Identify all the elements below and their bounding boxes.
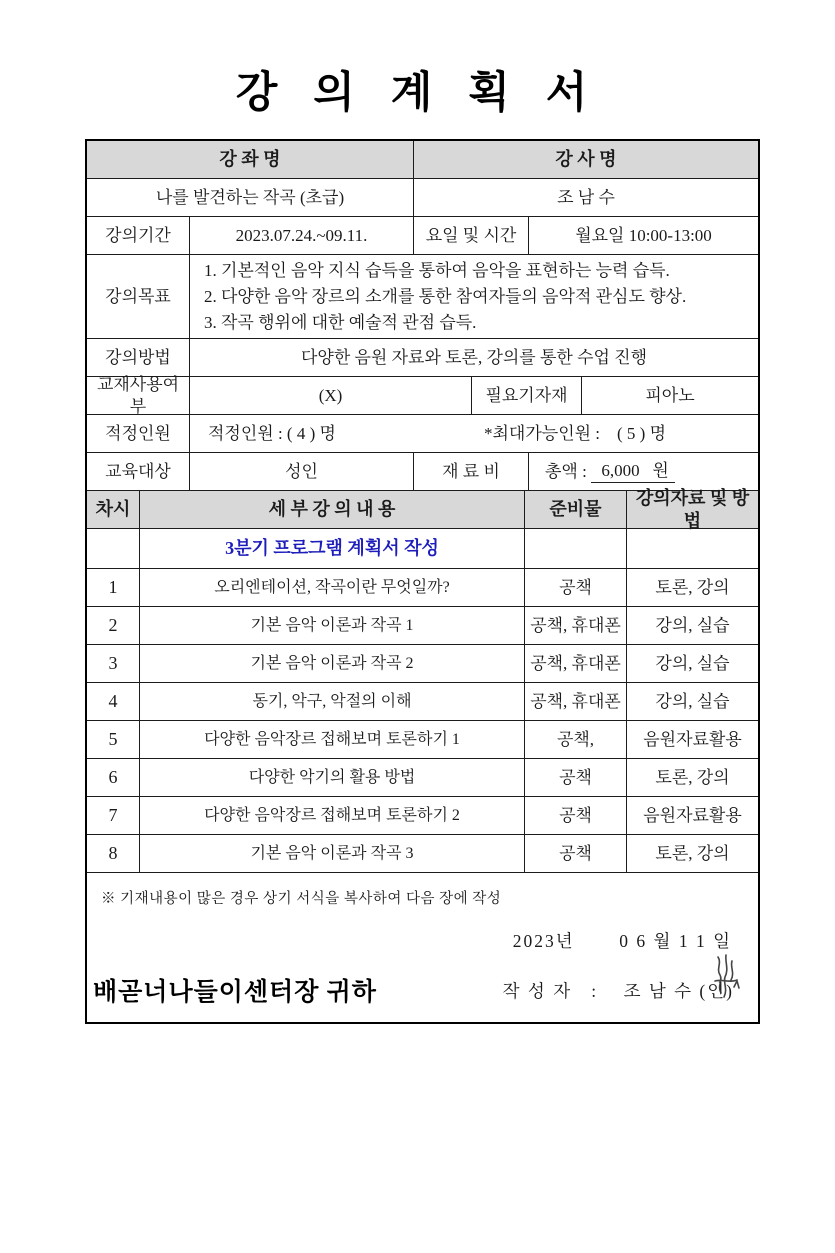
session-content: 오리엔테이션, 작곡이란 무엇일까? — [140, 569, 525, 606]
session-method: 강의, 실습 — [655, 653, 730, 673]
schedule-row — [87, 721, 758, 759]
textbook-value: (X) — [190, 377, 472, 414]
page-title: 강 의 계 획 서 — [235, 69, 600, 117]
schedule-row — [87, 569, 758, 607]
goal-row — [87, 255, 758, 339]
target-label: 교육대상 — [87, 453, 190, 490]
instructor-name-value: 조 남 수 — [557, 187, 615, 207]
capacity-value-cell — [190, 415, 758, 452]
goal-line-2: 2. 다양한 음악 장르의 소개를 통한 참여자들의 음악적 관심도 향상. — [204, 286, 687, 306]
period-label: 강의기간 — [87, 217, 190, 254]
course-name-header: 강 좌 명 — [87, 141, 414, 178]
document-page — [0, 69, 835, 1253]
session-method: 강의, 실습 — [655, 615, 730, 635]
session-materials: 공책 — [525, 835, 627, 872]
session-method: 음원자료활용 — [643, 805, 742, 825]
textbook-row — [87, 377, 758, 415]
schedule-row — [87, 645, 758, 683]
session-content: 다양한 악기의 활용 방법 — [140, 759, 525, 796]
goal-value — [190, 255, 758, 338]
equipment-value: 피아노 — [645, 385, 695, 405]
goal-line-3: 3. 작곡 행위에 대한 예술적 관점 습득. — [204, 312, 477, 332]
schedule-subtitle-row — [87, 529, 758, 569]
day-time-label: 요일 및 시간 — [414, 217, 529, 254]
capacity-max-value: *최대가능인원 : ( 5 ) 명 — [484, 423, 666, 443]
session-number: 7 — [87, 797, 140, 834]
period-value: 2023.07.24.~09.11. — [190, 217, 414, 254]
textbook-label: 교재사용여부 — [87, 377, 190, 414]
method-value: 다양한 음원 자료와 토론, 강의를 통한 수업 진행 — [300, 347, 648, 367]
target-row — [87, 453, 758, 491]
session-content: 다양한 음악장르 접해보며 토론하기 2 — [140, 797, 525, 834]
session-materials: 공책, — [525, 721, 627, 758]
session-content: 기본 음악 이론과 작곡 1 — [140, 607, 525, 644]
schedule-row — [87, 835, 758, 873]
instructor-name-header: 강 사 명 — [414, 141, 758, 178]
session-number: 1 — [87, 569, 140, 606]
col-session-header: 차시 — [87, 491, 140, 528]
schedule-header-row — [87, 488, 758, 531]
period-row — [87, 217, 758, 255]
fee-prefix: 총액 : — [545, 461, 592, 481]
session-materials: 공책 — [525, 759, 627, 796]
footer-section — [87, 873, 758, 1022]
session-number: 3 — [87, 645, 140, 682]
writer-text: 작 성 자 : 조 남 수 (인) — [502, 981, 734, 1001]
equipment-label: 필요기자재 — [472, 377, 582, 414]
capacity-label: 적정인원 — [87, 415, 190, 452]
footer-date: 2023년 0 6 월 1 1 일 — [512, 931, 732, 951]
schedule-row — [87, 759, 758, 797]
session-materials: 공책, 휴대폰 — [525, 683, 627, 720]
session-content: 기본 음악 이론과 작곡 2 — [140, 645, 525, 682]
schedule-row — [87, 797, 758, 835]
schedule-subtitle: 3분기 프로그램 계획서 작성 — [140, 529, 525, 568]
goal-label: 강의목표 — [87, 255, 190, 338]
subtitle-materials-cell — [525, 529, 627, 568]
header-row — [87, 141, 758, 179]
session-number: 4 — [87, 683, 140, 720]
footer-recipient: 배곧너나들이센터장 귀하 — [93, 979, 377, 1006]
session-method: 토론, 강의 — [655, 767, 730, 787]
target-value: 성인 — [190, 453, 414, 490]
course-name-value: 나를 발견하는 작곡 (초급) — [87, 179, 414, 216]
session-content: 기본 음악 이론과 작곡 3 — [140, 835, 525, 872]
session-materials: 공책 — [525, 797, 627, 834]
session-method: 강의, 실습 — [655, 691, 730, 711]
session-number: 5 — [87, 721, 140, 758]
session-method: 토론, 강의 — [655, 843, 730, 863]
session-content: 다양한 음악장르 접해보며 토론하기 1 — [140, 721, 525, 758]
method-label: 강의방법 — [87, 339, 190, 376]
subtitle-method-cell — [627, 529, 758, 568]
session-materials: 공책, 휴대폰 — [525, 607, 627, 644]
col-method-header: 강의자료 및 방법 — [627, 491, 758, 528]
schedule-row — [87, 683, 758, 721]
method-row — [87, 339, 758, 377]
footer-note: ※ 기재내용이 많은 경우 상기 서식을 복사하여 다음 장에 작성 — [101, 891, 502, 907]
capacity-value: 적정인원 : ( 4 ) 명 — [208, 423, 336, 443]
col-content-header: 세 부 강 의 내 용 — [140, 491, 525, 528]
session-number: 8 — [87, 835, 140, 872]
capacity-row — [87, 415, 758, 453]
lecture-plan-table — [85, 139, 760, 1024]
session-method: 음원자료활용 — [643, 729, 742, 749]
session-materials: 공책, 휴대폰 — [525, 645, 627, 682]
session-number: 2 — [87, 607, 140, 644]
session-materials: 공책 — [525, 569, 627, 606]
fee-label: 재 료 비 — [414, 453, 529, 490]
day-time-value: 월요일 10:00-13:00 — [575, 225, 712, 245]
session-content: 동기, 악구, 악절의 이해 — [140, 683, 525, 720]
subtitle-session-cell — [87, 529, 140, 568]
session-number: 6 — [87, 759, 140, 796]
fee-amount: 6,000 원 — [591, 460, 675, 483]
fee-value-cell — [529, 453, 758, 490]
schedule-row — [87, 607, 758, 645]
name-row — [87, 179, 758, 217]
session-method: 토론, 강의 — [655, 577, 730, 597]
col-materials-header: 준비물 — [525, 491, 627, 528]
goal-line-1: 1. 기본적인 음악 지식 습득을 통하여 음악을 표현하는 능력 습득. — [204, 260, 670, 280]
